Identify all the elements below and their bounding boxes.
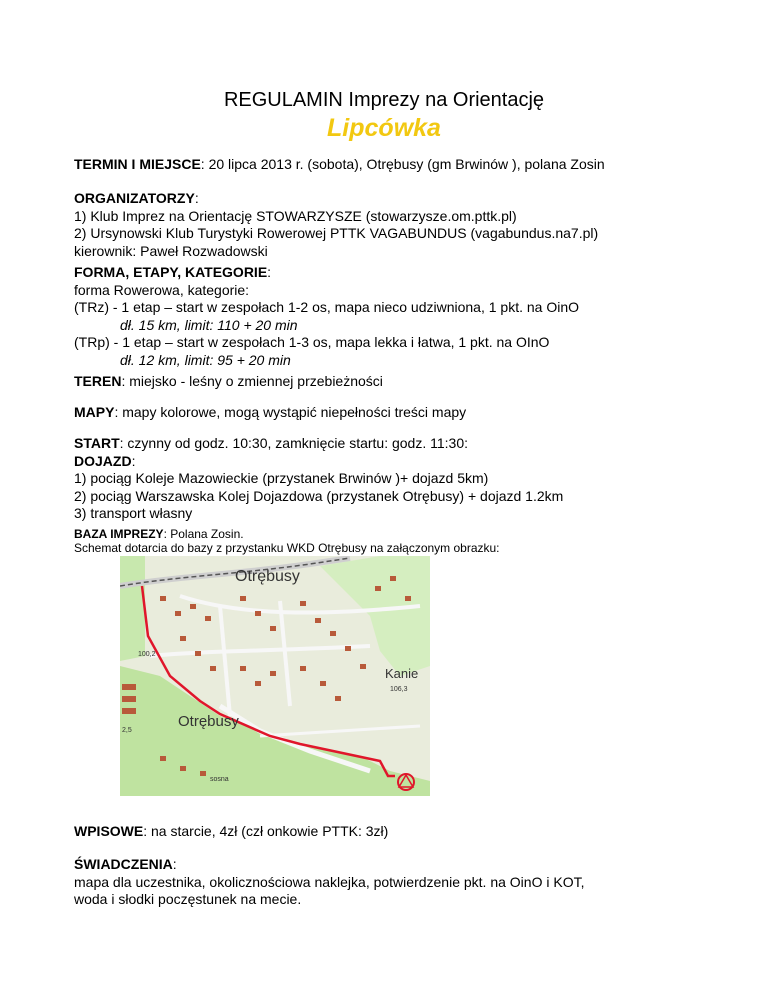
terrain-text: : miejsko - leśny o zmiennej przebieżności — [121, 373, 383, 389]
benefits-line: woda i słodki poczęstunek na mecie. — [74, 891, 302, 907]
event-name: Lipcówka — [327, 114, 441, 142]
base-label: BAZA IMPREZY — [74, 527, 164, 541]
category-trz-detail: dł. 15 km, limit: 110 + 20 min — [120, 316, 298, 333]
start-section — [74, 435, 563, 523]
format-colon: : — [267, 264, 272, 280]
organizers-colon: : — [194, 190, 199, 206]
maps-section — [74, 404, 466, 422]
fee-text: : na starcie, 4zł (czł onkowie PTTK: 3zł) — [143, 823, 389, 839]
transport-line: 1) pociąg Koleje Mazowieckie (przystanek Brwinów )+ dojazd 5km) — [74, 470, 489, 486]
map-label-otrebusy: Otrębusy — [178, 713, 239, 730]
termin-section — [74, 156, 605, 174]
start-label: START — [74, 435, 120, 451]
base-section — [74, 527, 500, 555]
fee-label: WPISOWE — [74, 823, 144, 839]
terrain-label: TEREN — [74, 373, 122, 389]
format-label: FORMA, ETAPY, KATEGORIE — [74, 264, 268, 280]
base-directions: Schemat dotarcia do bazy z przystanku WKD Otrębusy na załączonym obrazku: — [74, 541, 500, 555]
benefits-line: mapa dla uczestnika, okolicznościowa naklejka, potwierdzenie pkt. na OinO i KOT, — [74, 873, 585, 890]
start-text: : czynny od godz. 10:30, zamknięcie startu: godz. 11:30: — [119, 435, 469, 451]
forest-area — [120, 556, 145, 661]
organizers-section — [74, 190, 598, 260]
organizer-line: 2) Ursynowski Klub Turystyki Rowerowej PTTK VAGABUNDUS (vagabundus.na7.pl) — [74, 225, 599, 241]
map-label-kanie: Kanie — [385, 666, 419, 681]
benefits-colon: : — [172, 856, 177, 872]
document-title: REGULAMIN Imprezy na Orientację — [223, 89, 545, 111]
benefits-label: ŚWIADCZENIA — [74, 856, 173, 872]
termin-text: : 20 lipca 2013 r. (sobota), Otrębusy (gm Brwinów ), polana Zosin — [200, 156, 605, 172]
transport-line: 3) transport własny — [74, 505, 193, 521]
map-elevation-label: 106,3 — [390, 686, 408, 693]
transport-colon: : — [131, 452, 136, 469]
base-text: : Polana Zosin. — [163, 527, 244, 541]
format-section — [74, 264, 579, 369]
termin-label: TERMIN I MIEJSCE — [74, 156, 201, 172]
terrain-section — [74, 373, 383, 391]
map-elevation-label: 100,2 — [138, 651, 156, 658]
organizer-leader: kierownik: Paweł Rozwadowski — [74, 242, 268, 259]
organizers-label: ORGANIZATORZY — [74, 190, 195, 206]
format-intro: forma Rowerowa, kategorie: — [74, 281, 250, 298]
benefits-section — [74, 856, 584, 909]
category-trp: (TRp) - 1 etap – start w zespołach 1-3 os, mapa lekka i łatwa, 1 pkt. na OInO — [74, 334, 550, 350]
category-trz: (TRz) - 1 etap – start w zespołach 1-2 os, mapa nieco udziwniona, 1 pkt. na OinO — [74, 299, 580, 315]
map-label-otrebusy: Otrębusy — [235, 568, 300, 585]
organizer-line: 1) Klub Imprez na Orientację STOWARZYSZE (stowarzysze.om.pttk.pl) — [74, 207, 517, 224]
transport-line: 2) pociąg Warszawska Kolej Dojazdowa (przystanek Otrębusy) + dojazd 1.2km — [74, 487, 564, 504]
transport-label: DOJAZD — [74, 452, 132, 469]
category-trp-detail: dł. 12 km, limit: 95 + 20 min — [120, 351, 291, 368]
map-elevation-label: 2,5 — [122, 727, 132, 734]
fee-section — [74, 823, 388, 841]
route-map-image — [120, 556, 430, 796]
maps-label: MAPY — [74, 404, 115, 420]
map-label-sosna: sosna — [210, 776, 229, 783]
maps-text: : mapy kolorowe, mogą wystąpić niepełności treści mapy — [114, 404, 467, 420]
